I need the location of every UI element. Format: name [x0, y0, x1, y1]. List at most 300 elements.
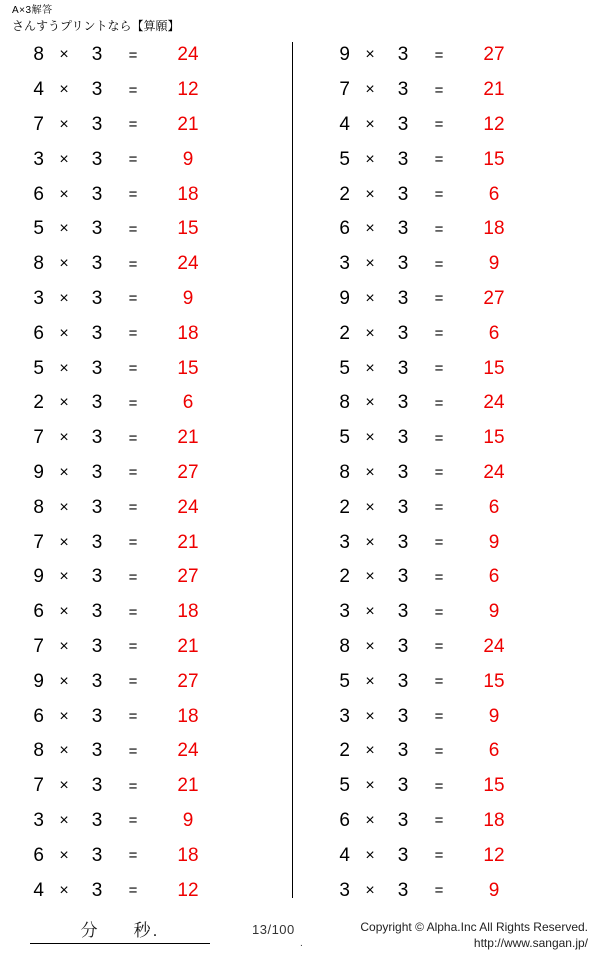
operand-a: 7	[33, 113, 44, 135]
operand-b: 3	[91, 775, 103, 797]
operand-a: 2	[339, 322, 350, 344]
operand-a: 2	[339, 183, 350, 205]
problem-row	[316, 595, 600, 630]
problem-row	[316, 421, 600, 456]
equals-icon: =	[128, 220, 138, 238]
multiply-icon: ×	[365, 463, 375, 481]
problem-row	[10, 595, 294, 630]
column-divider	[292, 42, 293, 898]
problem-row	[10, 108, 294, 143]
equals-icon: =	[128, 255, 138, 273]
multiply-icon: ×	[59, 603, 69, 621]
equals-icon: =	[128, 81, 138, 99]
answer-value: 27	[483, 287, 505, 309]
operand-b: 3	[397, 427, 409, 449]
operand-b: 3	[397, 531, 409, 553]
operand-a: 2	[339, 496, 350, 518]
equals-icon: =	[434, 882, 444, 900]
page-title: A×3解答	[12, 5, 53, 16]
problem-row	[316, 386, 600, 421]
operand-a: 5	[339, 357, 350, 379]
operand-b: 3	[91, 531, 103, 553]
answer-value: 9	[488, 879, 500, 901]
equals-icon: =	[434, 603, 444, 621]
operand-b: 3	[91, 148, 103, 170]
answer-value: 9	[488, 531, 500, 553]
problem-column-left	[0, 38, 294, 908]
problem-row	[316, 664, 600, 699]
operand-a: 7	[339, 79, 350, 101]
operand-b: 3	[91, 740, 103, 762]
operand-a: 8	[33, 44, 44, 66]
answer-value: 18	[177, 322, 199, 344]
problem-row	[316, 456, 600, 491]
multiply-icon: ×	[365, 324, 375, 342]
problem-row	[10, 630, 294, 665]
operand-b: 3	[91, 601, 103, 623]
multiply-icon: ×	[365, 672, 375, 690]
copyright-notice: Copyright © Alpha.Inc All Rights Reserved.	[360, 920, 588, 934]
problem-row	[10, 421, 294, 456]
operand-b: 3	[397, 322, 409, 344]
multiply-icon: ×	[59, 463, 69, 481]
operand-b: 3	[397, 253, 409, 275]
operand-b: 3	[91, 322, 103, 344]
equals-icon: =	[434, 464, 444, 482]
answer-value: 21	[177, 531, 199, 553]
operand-b: 3	[397, 44, 409, 66]
operand-a: 5	[33, 218, 44, 240]
operand-b: 3	[91, 844, 103, 866]
multiply-icon: ×	[365, 429, 375, 447]
answer-value: 12	[483, 844, 505, 866]
operand-b: 3	[397, 79, 409, 101]
operand-a: 8	[33, 496, 44, 518]
operand-b: 3	[91, 496, 103, 518]
operand-b: 3	[397, 357, 409, 379]
operand-a: 5	[339, 775, 350, 797]
multiply-icon: ×	[365, 81, 375, 99]
multiply-icon: ×	[365, 289, 375, 307]
equals-icon: =	[434, 777, 444, 795]
operand-b: 3	[91, 357, 103, 379]
problem-row	[316, 734, 600, 769]
answer-value: 21	[177, 427, 199, 449]
answer-value: 15	[483, 357, 505, 379]
multiply-icon: ×	[365, 498, 375, 516]
equals-icon: =	[434, 429, 444, 447]
problem-columns	[0, 38, 600, 908]
equals-icon: =	[434, 534, 444, 552]
problem-row	[10, 316, 294, 351]
answer-value: 12	[177, 879, 199, 901]
operand-b: 3	[397, 670, 409, 692]
equals-icon: =	[434, 742, 444, 760]
equals-icon: =	[128, 394, 138, 412]
answer-value: 15	[483, 427, 505, 449]
problem-row	[316, 560, 600, 595]
operand-a: 8	[33, 253, 44, 275]
page-header	[12, 4, 412, 34]
equals-icon: =	[128, 534, 138, 552]
problem-row	[316, 247, 600, 282]
page-footer	[0, 908, 600, 954]
multiply-icon: ×	[59, 220, 69, 238]
multiply-icon: ×	[59, 498, 69, 516]
answer-value: 9	[488, 705, 500, 727]
multiply-icon: ×	[365, 777, 375, 795]
equals-icon: =	[128, 777, 138, 795]
answer-value: 6	[488, 322, 500, 344]
multiply-icon: ×	[365, 881, 375, 899]
answer-value: 24	[483, 635, 505, 657]
operand-a: 3	[33, 148, 44, 170]
page-subtitle: さんすうプリントなら【算願】	[12, 19, 180, 33]
answer-value: 6	[488, 183, 500, 205]
operand-b: 3	[91, 879, 103, 901]
multiply-icon: ×	[59, 255, 69, 273]
equals-icon: =	[434, 255, 444, 273]
equals-icon: =	[434, 116, 444, 134]
operand-b: 3	[91, 705, 103, 727]
operand-a: 2	[33, 392, 44, 414]
operand-a: 4	[339, 844, 350, 866]
multiply-icon: ×	[59, 359, 69, 377]
problem-row	[10, 804, 294, 839]
operand-a: 8	[339, 635, 350, 657]
answer-value: 6	[488, 740, 500, 762]
multiply-icon: ×	[59, 289, 69, 307]
answer-value: 9	[488, 253, 500, 275]
operand-a: 7	[33, 635, 44, 657]
multiply-icon: ×	[365, 185, 375, 203]
answer-value: 9	[182, 809, 194, 831]
equals-icon: =	[434, 812, 444, 830]
problem-row	[10, 525, 294, 560]
problem-row	[316, 316, 600, 351]
operand-b: 3	[91, 809, 103, 831]
answer-value: 12	[177, 79, 199, 101]
multiply-icon: ×	[365, 115, 375, 133]
multiply-icon: ×	[59, 533, 69, 551]
answer-value: 18	[483, 809, 505, 831]
answer-value: 21	[177, 775, 199, 797]
multiply-icon: ×	[365, 220, 375, 238]
multiply-icon: ×	[59, 707, 69, 725]
answer-value: 24	[483, 392, 505, 414]
answer-value: 27	[483, 44, 505, 66]
operand-a: 4	[33, 879, 44, 901]
operand-b: 3	[397, 113, 409, 135]
multiply-icon: ×	[59, 672, 69, 690]
multiply-icon: ×	[365, 603, 375, 621]
equals-icon: =	[128, 673, 138, 691]
operand-b: 3	[397, 392, 409, 414]
equals-icon: =	[434, 638, 444, 656]
equals-icon: =	[128, 464, 138, 482]
multiply-icon: ×	[59, 846, 69, 864]
multiply-icon: ×	[59, 81, 69, 99]
problem-row	[10, 282, 294, 317]
operand-b: 3	[397, 148, 409, 170]
operand-a: 3	[33, 287, 44, 309]
operand-a: 3	[33, 809, 44, 831]
operand-b: 3	[397, 287, 409, 309]
problem-row	[10, 177, 294, 212]
answer-value: 24	[177, 44, 199, 66]
multiply-icon: ×	[59, 637, 69, 655]
operand-a: 3	[339, 601, 350, 623]
problem-row	[316, 73, 600, 108]
answer-value: 24	[177, 740, 199, 762]
problem-row	[316, 838, 600, 873]
equals-icon: =	[434, 186, 444, 204]
operand-a: 4	[339, 113, 350, 135]
operand-a: 6	[33, 183, 44, 205]
operand-a: 3	[339, 705, 350, 727]
problem-row	[316, 282, 600, 317]
problem-row	[10, 73, 294, 108]
operand-a: 9	[339, 44, 350, 66]
equals-icon: =	[128, 429, 138, 447]
multiply-icon: ×	[365, 359, 375, 377]
multiply-icon: ×	[59, 150, 69, 168]
multiply-icon: ×	[365, 533, 375, 551]
answer-value: 6	[488, 566, 500, 588]
operand-b: 3	[397, 601, 409, 623]
multiply-icon: ×	[59, 115, 69, 133]
problem-row	[10, 456, 294, 491]
operand-b: 3	[91, 44, 103, 66]
problem-row	[10, 769, 294, 804]
equals-icon: =	[128, 812, 138, 830]
equals-icon: =	[434, 499, 444, 517]
answer-value: 9	[182, 148, 194, 170]
answer-value: 27	[177, 461, 199, 483]
problem-row	[316, 804, 600, 839]
problem-row	[10, 838, 294, 873]
equals-icon: =	[434, 673, 444, 691]
operand-b: 3	[91, 392, 103, 414]
equals-icon: =	[128, 847, 138, 865]
operand-b: 3	[397, 844, 409, 866]
problem-row	[316, 525, 600, 560]
multiply-icon: ×	[365, 255, 375, 273]
equals-icon: =	[434, 46, 444, 64]
problem-row	[10, 212, 294, 247]
operand-a: 9	[339, 287, 350, 309]
operand-b: 3	[397, 461, 409, 483]
operand-b: 3	[91, 670, 103, 692]
operand-a: 9	[33, 566, 44, 588]
operand-b: 3	[397, 496, 409, 518]
equals-icon: =	[128, 708, 138, 726]
operand-b: 3	[397, 809, 409, 831]
multiply-icon: ×	[365, 150, 375, 168]
equals-icon: =	[434, 220, 444, 238]
multiply-icon: ×	[59, 185, 69, 203]
equals-icon: =	[128, 186, 138, 204]
problem-row	[316, 142, 600, 177]
operand-a: 8	[33, 740, 44, 762]
operand-b: 3	[91, 566, 103, 588]
equals-icon: =	[128, 116, 138, 134]
equals-icon: =	[434, 290, 444, 308]
answer-value: 15	[483, 775, 505, 797]
multiply-icon: ×	[365, 568, 375, 586]
operand-b: 3	[91, 287, 103, 309]
multiply-icon: ×	[59, 429, 69, 447]
answer-value: 21	[177, 113, 199, 135]
problem-row	[10, 142, 294, 177]
problem-row	[10, 386, 294, 421]
operand-b: 3	[397, 775, 409, 797]
answer-value: 21	[177, 635, 199, 657]
multiply-icon: ×	[59, 46, 69, 64]
multiply-icon: ×	[365, 394, 375, 412]
operand-b: 3	[91, 253, 103, 275]
multiply-icon: ×	[59, 881, 69, 899]
multiply-icon: ×	[365, 707, 375, 725]
multiply-icon: ×	[59, 394, 69, 412]
answer-value: 18	[177, 705, 199, 727]
operand-a: 6	[339, 218, 350, 240]
operand-a: 6	[33, 601, 44, 623]
problem-row	[316, 177, 600, 212]
answer-value: 18	[177, 844, 199, 866]
equals-icon: =	[128, 882, 138, 900]
time-minutes-label: 分	[80, 921, 100, 940]
multiply-icon: ×	[59, 568, 69, 586]
operand-a: 6	[33, 844, 44, 866]
multiply-icon: ×	[59, 777, 69, 795]
operand-a: 9	[33, 670, 44, 692]
answer-value: 9	[182, 287, 194, 309]
problem-row	[316, 351, 600, 386]
operand-a: 3	[339, 879, 350, 901]
operand-a: 8	[339, 461, 350, 483]
equals-icon: =	[128, 325, 138, 343]
problem-row	[316, 212, 600, 247]
answer-value: 12	[483, 113, 505, 135]
operand-b: 3	[91, 183, 103, 205]
equals-icon: =	[128, 360, 138, 378]
operand-b: 3	[397, 183, 409, 205]
time-record-field[interactable]	[30, 916, 210, 944]
operand-b: 3	[91, 427, 103, 449]
equals-icon: =	[434, 708, 444, 726]
operand-a: 9	[33, 461, 44, 483]
operand-a: 3	[339, 253, 350, 275]
problem-row	[10, 699, 294, 734]
operand-b: 3	[91, 113, 103, 135]
problem-row	[316, 38, 600, 73]
problem-row	[316, 490, 600, 525]
equals-icon: =	[128, 290, 138, 308]
equals-icon: =	[434, 325, 444, 343]
problem-row	[316, 630, 600, 665]
operand-b: 3	[91, 218, 103, 240]
equals-icon: =	[434, 151, 444, 169]
equals-icon: =	[434, 394, 444, 412]
problem-row	[10, 734, 294, 769]
problem-row	[316, 699, 600, 734]
operand-b: 3	[397, 566, 409, 588]
answer-value: 15	[483, 148, 505, 170]
equals-icon: =	[128, 151, 138, 169]
equals-icon: =	[128, 603, 138, 621]
operand-a: 3	[339, 531, 350, 553]
operand-b: 3	[397, 740, 409, 762]
operand-b: 3	[397, 879, 409, 901]
answer-value: 6	[182, 392, 194, 414]
equals-icon: =	[434, 360, 444, 378]
answer-value: 27	[177, 566, 199, 588]
multiply-icon: ×	[365, 46, 375, 64]
answer-value: 15	[177, 357, 199, 379]
equals-icon: =	[128, 638, 138, 656]
multiply-icon: ×	[365, 742, 375, 760]
answer-value: 24	[177, 496, 199, 518]
problem-row	[316, 108, 600, 143]
answer-value: 27	[177, 670, 199, 692]
equals-icon: =	[128, 499, 138, 517]
answer-value: 18	[177, 183, 199, 205]
equals-icon: =	[434, 568, 444, 586]
operand-b: 3	[91, 79, 103, 101]
website-url[interactable]: http://www.sangan.jp/	[473, 936, 588, 950]
problem-row	[10, 38, 294, 73]
problem-row	[316, 873, 600, 908]
problem-row	[316, 769, 600, 804]
operand-a: 2	[339, 566, 350, 588]
problem-row	[10, 247, 294, 282]
problem-row	[10, 560, 294, 595]
answer-value: 15	[177, 218, 199, 240]
answer-value: 6	[488, 496, 500, 518]
operand-a: 2	[339, 740, 350, 762]
multiply-icon: ×	[59, 811, 69, 829]
operand-a: 5	[339, 427, 350, 449]
problem-row	[10, 490, 294, 525]
operand-a: 4	[33, 79, 44, 101]
multiply-icon: ×	[59, 742, 69, 760]
answer-value: 9	[488, 601, 500, 623]
operand-b: 3	[397, 705, 409, 727]
operand-b: 3	[397, 218, 409, 240]
answer-value: 24	[483, 461, 505, 483]
equals-icon: =	[128, 742, 138, 760]
multiply-icon: ×	[365, 811, 375, 829]
multiply-icon: ×	[365, 637, 375, 655]
equals-icon: =	[128, 46, 138, 64]
page-number: 13/100	[252, 922, 295, 937]
operand-a: 5	[33, 357, 44, 379]
operand-a: 7	[33, 427, 44, 449]
operand-a: 5	[339, 148, 350, 170]
equals-icon: =	[434, 81, 444, 99]
operand-a: 7	[33, 531, 44, 553]
equals-icon: =	[434, 847, 444, 865]
operand-a: 6	[33, 322, 44, 344]
answer-value: 18	[177, 601, 199, 623]
equals-icon: =	[128, 568, 138, 586]
problem-column-right	[294, 38, 600, 908]
operand-a: 8	[339, 392, 350, 414]
operand-b: 3	[91, 635, 103, 657]
operand-b: 3	[397, 635, 409, 657]
multiply-icon: ×	[365, 846, 375, 864]
